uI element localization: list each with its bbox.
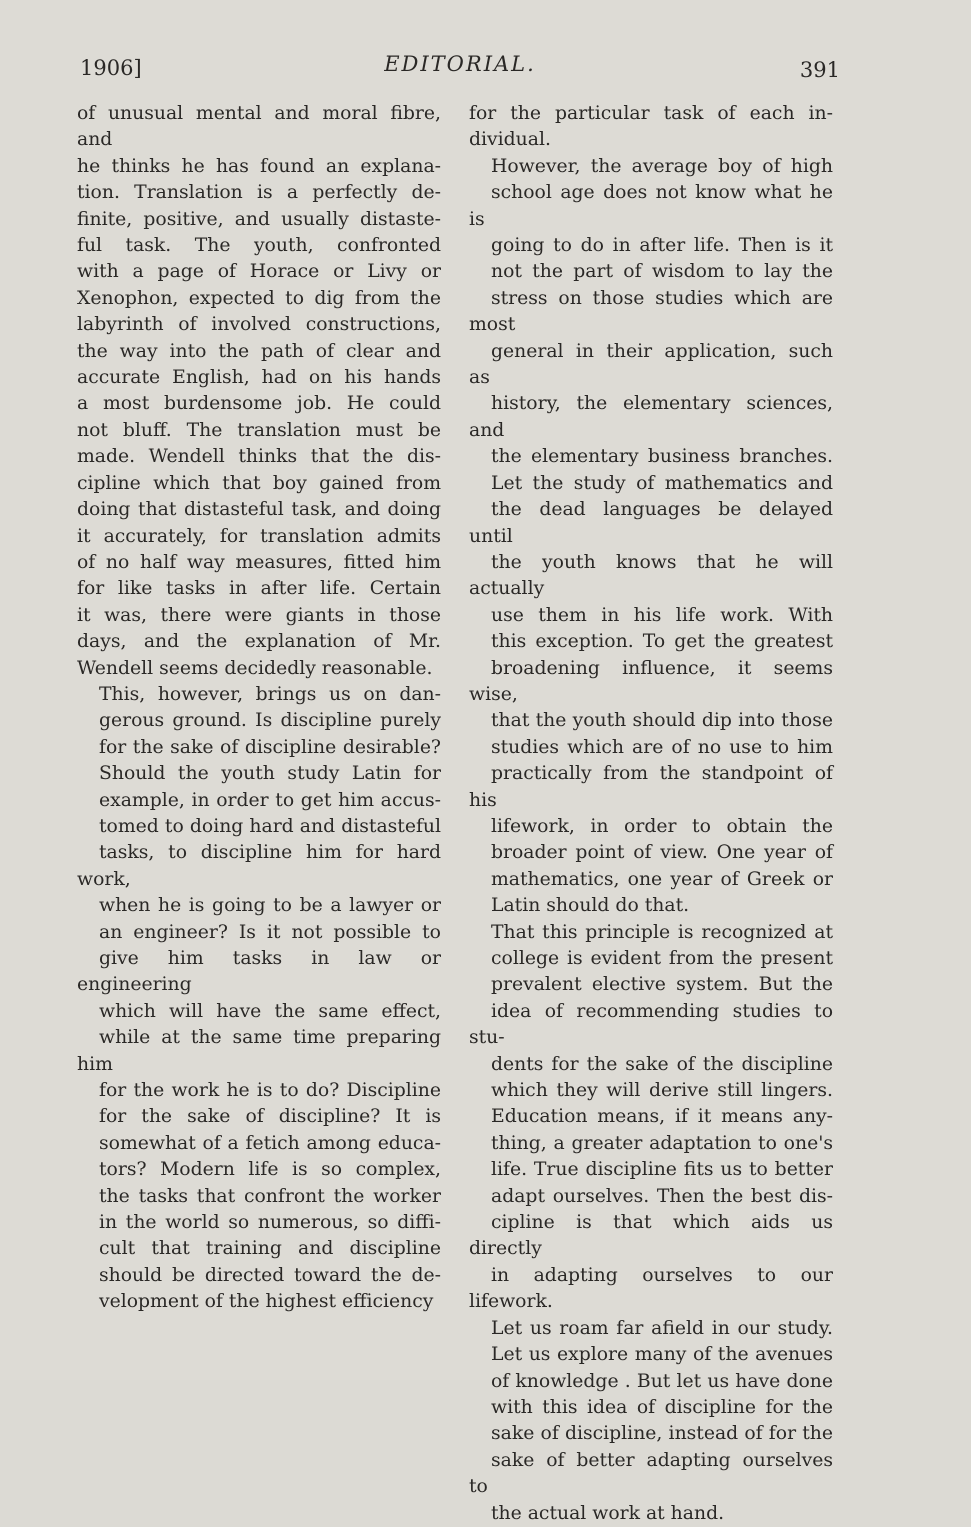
text-line: studies which are of no use to him xyxy=(491,736,833,758)
text-line: give him tasks in law or engineering xyxy=(77,948,441,996)
text-line: with this idea of discipline for the xyxy=(491,1396,833,1418)
text-line: going to do in after life. Then is it xyxy=(491,235,833,257)
text-line: for the sake of discipline? It is xyxy=(99,1106,441,1128)
text-line: Xenophon, expected to dig from the xyxy=(77,287,441,309)
running-header xyxy=(80,52,840,86)
paragraph xyxy=(77,101,441,682)
text-line: This, however, brings us on dan- xyxy=(99,683,441,705)
text-line: not the part of wisdom to lay the xyxy=(491,261,833,283)
text-line: tasks, to discipline him for hard work, xyxy=(77,842,441,890)
right-column xyxy=(469,101,833,1527)
text-line: idea of recommending studies to stu- xyxy=(469,1000,833,1049)
text-line: Latin should do that. xyxy=(491,895,690,917)
text-line: school age does not know what he is xyxy=(469,182,833,230)
text-line: days, and the explanation of Mr. xyxy=(77,631,441,653)
text-line: practically from the standpoint of his xyxy=(469,763,833,811)
text-line: velopment of the highest efficiency xyxy=(99,1291,434,1313)
left-column xyxy=(77,101,441,1316)
text-line: history, the elementary sciences, and xyxy=(469,393,833,441)
text-line: for the work he is to do? Discipline xyxy=(99,1080,441,1102)
text-line: accurate English, had on his hands xyxy=(77,367,441,389)
text-line: the actual work at hand. xyxy=(491,1502,725,1524)
text-line: tomed to doing hard and distasteful xyxy=(99,815,441,837)
text-line: However, the average boy of high xyxy=(491,155,833,177)
text-line: not bluff. The translation must be xyxy=(77,419,441,441)
text-line: the dead languages be delayed until xyxy=(469,499,833,547)
header-year: 1906] xyxy=(80,56,142,80)
text-line: for the particular task of each in- xyxy=(469,103,833,124)
text-line: Let us roam far afield in our study. xyxy=(491,1317,833,1339)
text-line: cipline which that boy gained from xyxy=(77,472,441,494)
text-line: in adapting ourselves to our lifework. xyxy=(469,1264,833,1313)
text-line: adapt ourselves. Then the best dis- xyxy=(491,1185,833,1207)
text-line: somewhat of a fetich among educa- xyxy=(99,1132,441,1154)
text-line: broadening influence, it seems wise, xyxy=(469,657,833,705)
text-line: mathematics, one year of Greek or xyxy=(491,868,833,890)
text-line: tors? Modern life is so complex, xyxy=(99,1159,441,1181)
text-line: finite, positive, and usually distaste- xyxy=(77,208,441,230)
text-line: dividual. xyxy=(469,129,551,151)
text-line: when he is going to be a lawyer or xyxy=(99,895,441,917)
text-line: sake of better adapting ourselves to xyxy=(469,1449,833,1498)
text-line: while at the same time preparing him xyxy=(77,1027,441,1075)
text-line: the youth knows that he will actually xyxy=(469,551,833,600)
text-line: the tasks that confront the worker xyxy=(99,1185,441,1207)
header-title: EDITORIAL. xyxy=(384,52,536,76)
text-line: the elementary business branches. xyxy=(491,446,833,468)
text-line: in the world so numerous, so diffi- xyxy=(99,1212,441,1234)
text-line: Let the study of mathematics and xyxy=(491,472,833,494)
text-line: cipline is that which aids us directly xyxy=(469,1212,833,1260)
text-line: sake of discipline, instead of for the xyxy=(491,1423,833,1445)
text-line: life. True discipline fits us to better xyxy=(491,1159,833,1181)
text-line: doing that distasteful task, and doing xyxy=(77,499,441,521)
text-line: Let us explore many of the avenues xyxy=(491,1344,833,1366)
text-line: this exception. To get the greatest xyxy=(491,631,833,653)
text-line: example, in order to get him accus- xyxy=(99,789,441,811)
text-line: stress on those studies which are most xyxy=(469,287,833,336)
text-line: That this principle is recognized at xyxy=(491,921,833,943)
text-line: Education means, if it means any- xyxy=(491,1106,833,1128)
text-line: with a page of Horace or Livy or xyxy=(77,261,441,283)
text-line: tion. Translation is a perfectly de- xyxy=(77,182,441,204)
text-line: Wendell seems decidedly reasonable. xyxy=(77,657,433,679)
text-line: ful task. The youth, confronted xyxy=(77,235,441,257)
page-number: 391 xyxy=(799,58,840,82)
text-line: college is evident from the present xyxy=(491,948,833,969)
paragraph xyxy=(77,682,441,1316)
text-line: it was, there were giants in those xyxy=(77,604,441,626)
text-line: which they will derive still lingers. xyxy=(491,1080,833,1102)
text-line: a most burdensome job. He could xyxy=(77,393,441,415)
text-line: gerous ground. Is discipline purely xyxy=(99,710,441,732)
text-line: it accurately, for translation admits xyxy=(77,525,441,547)
text-line: he thinks he has found an explana- xyxy=(77,155,441,177)
text-line: for the sake of discipline desirable? xyxy=(99,736,441,758)
text-line: thing, a greater adaptation to one's xyxy=(491,1132,833,1154)
text-line: lifework, in order to obtain the xyxy=(491,815,833,837)
text-line: use them in his life work. With xyxy=(491,604,833,626)
paragraph xyxy=(469,1316,833,1527)
text-line: the way into the path of clear and xyxy=(77,340,441,362)
text-line: made. Wendell thinks that the dis- xyxy=(77,446,441,468)
paragraph xyxy=(469,154,833,920)
text-line: dents for the sake of the discipline xyxy=(491,1053,833,1075)
text-line: which will have the same effect, xyxy=(99,1000,441,1022)
text-line: for like tasks in after life. Certain xyxy=(77,578,441,600)
text-line: cult that training and discipline xyxy=(99,1238,441,1260)
text-line: an engineer? Is it not possible to xyxy=(99,921,441,943)
text-line: labyrinth of involved constructions, xyxy=(77,314,441,336)
text-line: Should the youth study Latin for xyxy=(99,763,441,785)
text-line: that the youth should dip into those xyxy=(491,710,833,732)
text-line: general in their application, such as xyxy=(469,340,833,389)
paragraph xyxy=(469,101,833,154)
text-line: of no half way measures, fitted him xyxy=(77,551,441,573)
text-line: broader point of view. One year of xyxy=(491,842,833,864)
text-line: of unusual mental and moral fibre, and xyxy=(77,103,441,151)
text-line: of knowledge . But let us have done xyxy=(491,1370,833,1392)
text-line: should be directed toward the de- xyxy=(99,1264,441,1286)
paragraph xyxy=(469,920,833,1316)
text-line: prevalent elective system. But the xyxy=(491,974,833,996)
